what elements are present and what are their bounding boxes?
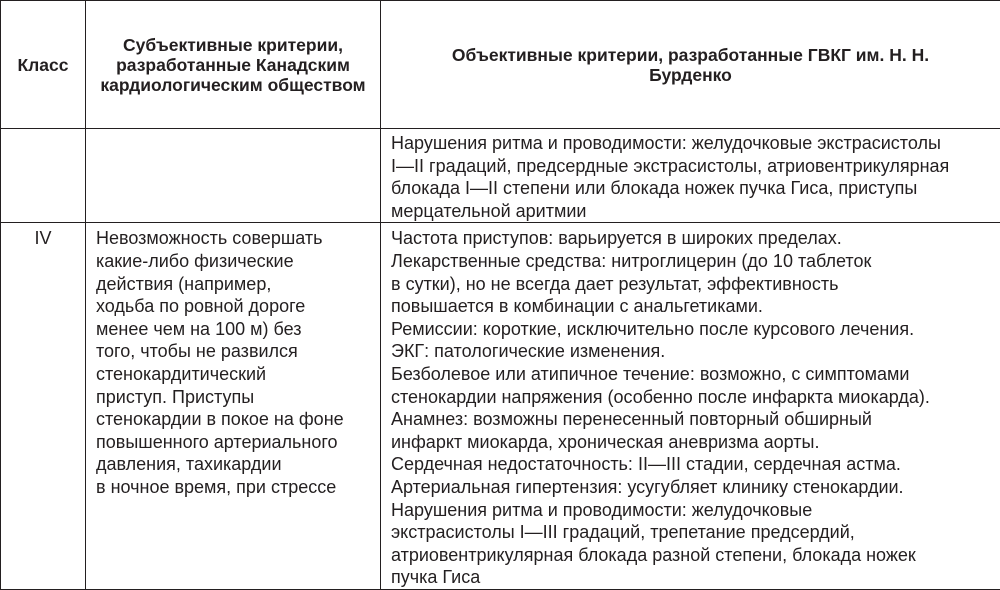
objective-text: Частота приступов: варьируется в широких пределах. Лекарственные средства: нитроглицерин (до 10 таблеток в сутки), но не всегда дает результат, эффективность повышается в комбинации с анальгетиками. Ремиссии: короткие, исключительно после курсового лечения. ЭКГ: патологические изменения. Безболевое или атипичное течение: возможно, с симптомами стенокардии напряжения (особенно после инфаркта миокарда). Анамнез: возможны перенесенный повторный обширный инфаркт миокарда, хроническая аневризма аорты. Сердечная недостаточность: II—III стадии, сердечная астма. Артериальная гипертензия: усугубляет клинику стенокардии. Нарушения ритма и проводимости: желудочковые экстрасистолы I—III градаций, трепетание предсердий, атриовентрикулярная блокада разной степени, блокада ножек пучка Гиса [381,223,1000,589]
table-row [1,129,1000,223]
header-subjective: Субъективные критерии, разработанные Канадским кардиологическим обществом [86,1,381,129]
class-value: IV [1,223,85,250]
header-class: Класс [1,1,86,129]
objective-cell [381,223,1000,590]
class-cell [1,223,86,590]
class-cell [1,129,86,223]
class-value [1,129,85,133]
table-row [1,223,1000,590]
objective-text: Нарушения ритма и проводимости: желудочковые экстрасистолы I—II градаций, предсердные экстрасистолы, атриовентрикулярная блокада I—II степени или блокада ножек пучка Гиса, приступы мерцательной аритмии [381,129,1000,222]
objective-cell [381,129,1000,223]
header-objective: Объективные критерии, разработанные ГВКГ им. Н. Н. Бурденко [381,1,1000,129]
header-row [1,1,1000,129]
subjective-cell [86,223,381,590]
subjective-text: Невозможность совершать какие-либо физические действия (например, ходьба по ровной дороге менее чем на 100 м) без того, чтобы не развился стенокардитический приступ. Приступы стенокардии в покое на фоне повышенного артериального давления, тахикардии в ночное время, при стрессе [86,223,380,498]
subjective-cell [86,129,381,223]
subjective-text [86,129,380,133]
